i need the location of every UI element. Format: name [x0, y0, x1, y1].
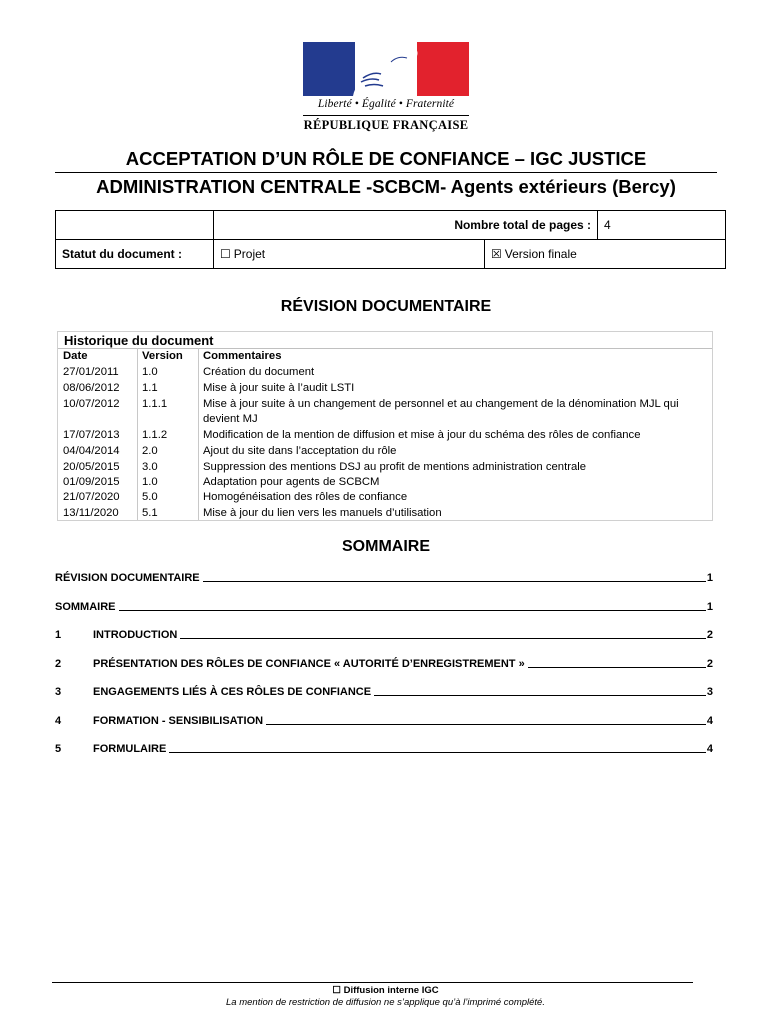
republique-francaise-logo: [303, 42, 469, 136]
row-date: 17/07/2013: [63, 429, 120, 441]
row-version: 1.1.2: [142, 429, 168, 441]
row-date: 20/05/2015: [63, 461, 120, 473]
toc-page: 1: [706, 572, 713, 584]
toc-label[interactable]: RÉVISION DOCUMENTAIRE: [55, 572, 200, 584]
row-date: 13/11/2020: [63, 507, 119, 519]
toc-label[interactable]: SOMMAIRE: [55, 601, 116, 613]
toc-entry[interactable]: [55, 739, 713, 755]
toc-number: 2: [55, 658, 62, 670]
toc-leader: [374, 695, 706, 696]
motto: Liberté • Égalité • Fraternité: [317, 98, 455, 110]
column-header-comments: Commentaires: [203, 350, 282, 362]
row-version: 3.0: [142, 461, 158, 473]
row-comment: Mise à jour suite à l’audit LSTI: [203, 382, 355, 394]
toc-label[interactable]: ENGAGEMENTS LIÉS À CES RÔLES DE CONFIANCE: [93, 686, 372, 698]
row-date: 04/04/2014: [63, 445, 120, 457]
row-comment: Mise à jour suite à un changement de personnel et au changement de la dénomination MJL qui devient MJ: [203, 398, 679, 425]
marianne-flag-icon: [303, 42, 469, 96]
toc-page: 2: [706, 629, 713, 641]
title-divider: [55, 172, 717, 173]
row-version: 1.0: [142, 366, 158, 378]
row-comment: Modification de la mention de diffusion et mise à jour du schéma des rôles de confiance: [203, 429, 641, 441]
toc-label[interactable]: FORMULAIRE: [93, 743, 167, 755]
checkbox-checked-icon[interactable]: ☒: [491, 247, 502, 261]
republic-name: RÉPUBLIQUE FRANÇAISE: [303, 118, 469, 132]
empty-cell: [56, 211, 214, 240]
column-divider: [137, 348, 138, 520]
history-title: Historique du document: [64, 333, 214, 348]
toc-number: 4: [55, 715, 62, 727]
row-version: 1.0: [142, 476, 158, 488]
document-subtitle: ADMINISTRATION CENTRALE -SCBCM- Agents extérieurs (Bercy): [96, 176, 676, 197]
row-date: 21/07/2020: [63, 491, 120, 503]
toc-page: 3: [706, 686, 713, 698]
column-header-version: Version: [142, 350, 183, 362]
toc-label[interactable]: INTRODUCTION: [93, 629, 178, 641]
draft-label: Projet: [233, 247, 266, 261]
document-title: ACCEPTATION D’UN RÔLE DE CONFIANCE – IGC JUSTICE: [125, 148, 647, 169]
row-comment: Homogénéisation des rôles de confiance: [203, 491, 408, 503]
toc-entry[interactable]: [55, 711, 713, 727]
toc-leader: [169, 752, 706, 753]
toc-page: 2: [706, 658, 713, 670]
status-option-final[interactable]: [485, 240, 726, 269]
toc-entry[interactable]: [55, 568, 713, 584]
toc-leader: [266, 724, 706, 725]
checkbox-empty-icon: ☐: [332, 985, 341, 996]
row-version: 1.1.1: [142, 398, 168, 410]
toc-number: 1: [55, 629, 62, 641]
row-comment: Mise à jour du lien vers les manuels d’utilisation: [203, 507, 442, 519]
pages-label: Nombre total de pages :: [214, 211, 598, 240]
toc-leader: [528, 667, 706, 668]
toc-label[interactable]: PRÉSENTATION DES RÔLES DE CONFIANCE « AUTORITÉ D’ENREGISTREMENT »: [93, 658, 525, 670]
diffusion-label: Diffusion interne IGC: [343, 985, 439, 996]
status-label: Statut du document :: [56, 240, 214, 269]
status-option-draft[interactable]: [214, 240, 485, 269]
row-version: 1.1: [142, 382, 158, 394]
row-comment: Adaptation pour agents de SCBCM: [203, 476, 380, 488]
row-date: 08/06/2012: [63, 382, 120, 394]
row-version: 5.0: [142, 491, 158, 503]
row-comment: Suppression des mentions DSJ au profit de mentions administration centrale: [203, 461, 587, 473]
checkbox-empty-icon[interactable]: ☐: [220, 247, 231, 261]
toc-number: 3: [55, 686, 62, 698]
toc-leader: [119, 610, 706, 611]
row-version: 2.0: [142, 445, 158, 457]
row-date: 27/01/2011: [63, 366, 119, 378]
toc-entry[interactable]: [55, 654, 713, 670]
logo-divider: [303, 115, 469, 116]
revision-heading: RÉVISION DOCUMENTAIRE: [280, 298, 492, 315]
document-status-table: [55, 210, 726, 269]
history-table: [57, 331, 713, 521]
column-header-date: Date: [63, 350, 88, 362]
row-date: 01/09/2015: [63, 476, 120, 488]
toc-entry[interactable]: [55, 597, 713, 613]
footer-note: La mention de restriction de diffusion ne s’applique qu’à l’imprimé complété.: [226, 997, 545, 1008]
toc-label[interactable]: FORMATION - SENSIBILISATION: [93, 715, 264, 727]
row-comment: Création du document: [203, 366, 315, 378]
toc-entry[interactable]: [55, 625, 713, 641]
final-label: Version finale: [504, 247, 577, 261]
row-version: 5.1: [142, 507, 158, 519]
toc-leader: [203, 581, 706, 582]
pages-value: 4: [598, 211, 726, 240]
toc-leader: [180, 638, 706, 639]
toc-number: 5: [55, 743, 62, 755]
toc-entry[interactable]: [55, 682, 713, 698]
row-date: 10/07/2012: [63, 398, 120, 410]
toc-page: 4: [706, 715, 713, 727]
footer-divider: [52, 982, 693, 983]
footer-diffusion: [52, 985, 719, 996]
toc-page: 4: [706, 743, 713, 755]
toc-page: 1: [706, 601, 713, 613]
summary-heading: SOMMAIRE: [342, 538, 430, 555]
row-comment: Ajout du site dans l’acceptation du rôle: [203, 445, 397, 457]
column-divider: [198, 348, 199, 520]
